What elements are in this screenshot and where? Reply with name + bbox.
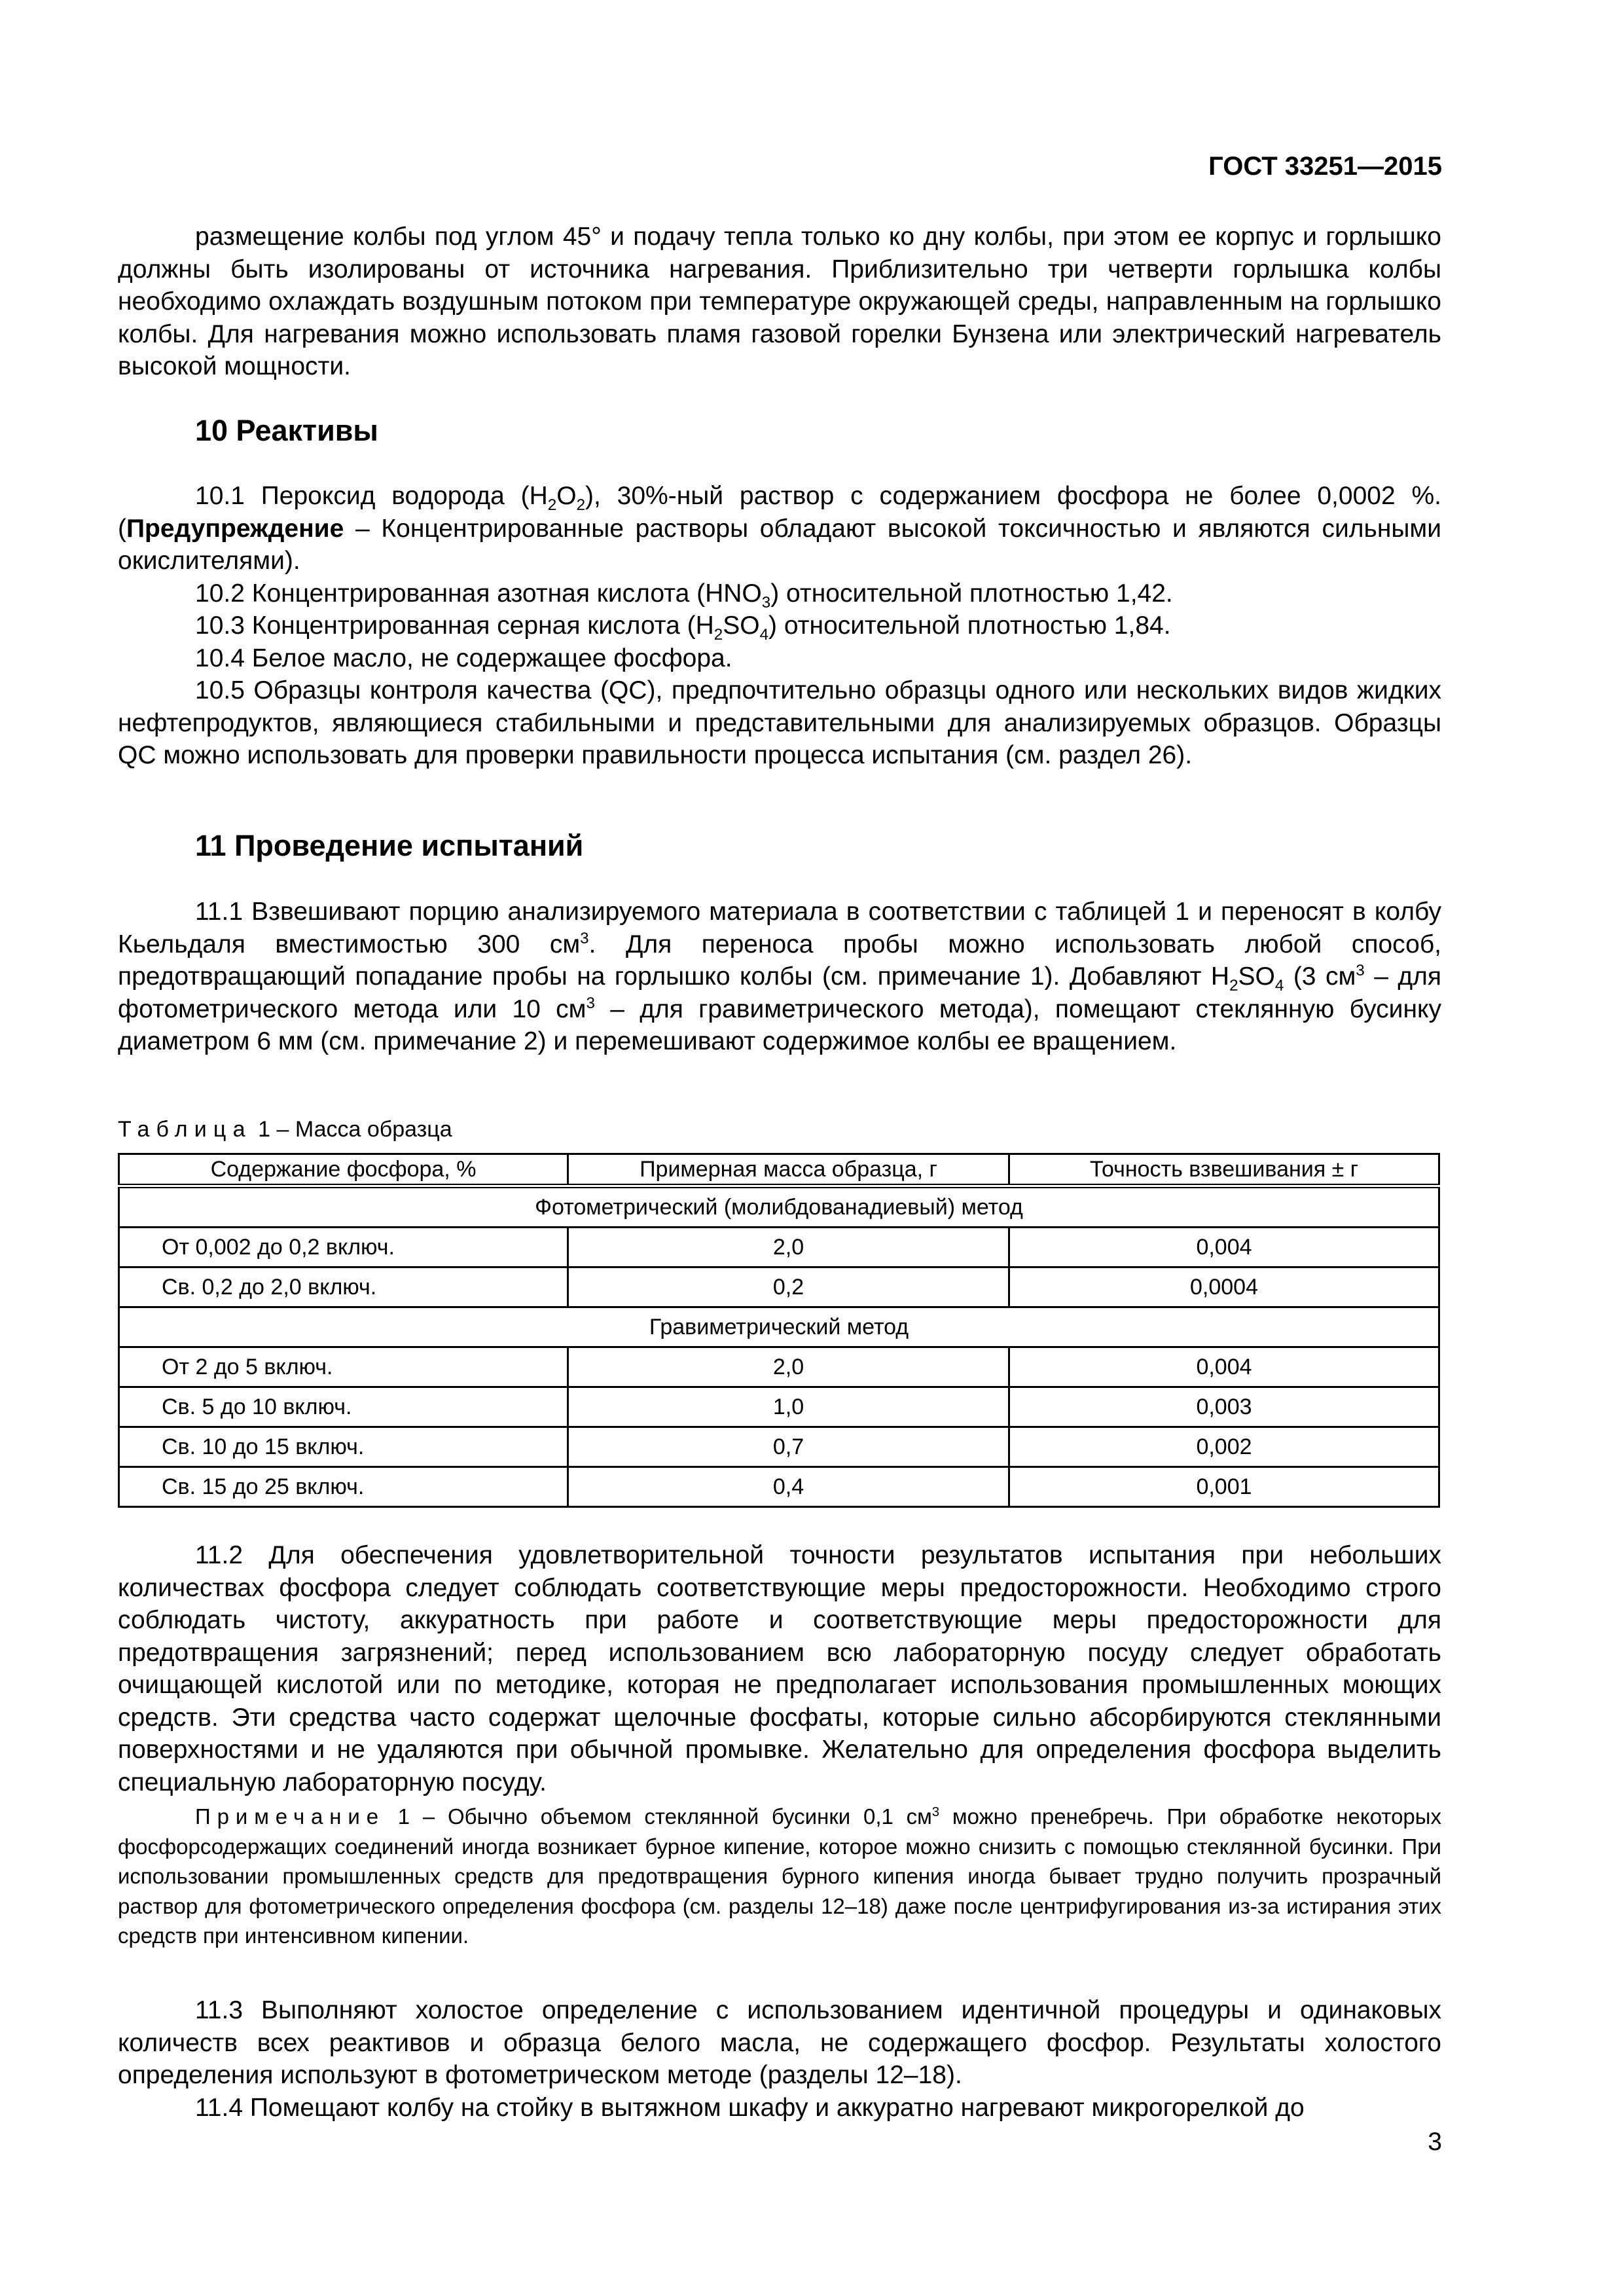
text-run: O: [556, 482, 577, 510]
paragraph: [118, 674, 1441, 772]
subscript: 2: [1229, 976, 1238, 994]
table-cell: Св. 15 до 25 включ.: [119, 1467, 568, 1507]
text-run: SO: [1238, 962, 1275, 991]
column-header: Точность взвешивания ± г: [1009, 1154, 1439, 1186]
paragraph: [118, 1539, 1441, 1798]
table-caption: [118, 1117, 452, 1142]
text-run: – для фотометрического метода или 10 см: [118, 962, 1441, 1023]
paragraph: [118, 480, 1441, 577]
subscript: 2: [713, 625, 723, 644]
table-row: [119, 1228, 1439, 1267]
note-label: Примечание: [195, 1804, 386, 1829]
paragraphs-11-3-11-4: [118, 1994, 1441, 2124]
table-cell: 0,004: [1009, 1347, 1439, 1387]
subscript: 3: [761, 593, 771, 611]
text-run: – для гравиметрического метода), помещают стеклянную бусинку диаметром 6 мм (см. примечание 2) и перемешивают содержимое колбы ее вращением.: [118, 994, 1442, 1055]
paragraph: [118, 577, 1441, 610]
text-run: можно пренебречь. При обработке некоторых фосфорсодержащих соединений иногда возникает бурное кипение, которое можно снизить с помощью стеклянной бусинки. При использовании промышленных средств для предотвращения бурного кипения иногда бывает трудно получить прозрачный раствор для фотометрического определения фосфора (см. разделы 12–18) даже после центрифугирования из-за истирания этих средств при интенсивном кипении.: [118, 1804, 1442, 1948]
table-row: [119, 1347, 1439, 1387]
column-header: Содержание фосфора, %: [119, 1154, 568, 1186]
text-run: (3 см: [1284, 962, 1356, 991]
method-group-title: Фотометрический (молибдованадиевый) метод: [119, 1186, 1439, 1228]
bold-text: Предупреждение: [126, 514, 344, 543]
note-1: [118, 1802, 1441, 1951]
text-run: SO: [723, 611, 760, 640]
section-11-heading: 11 Проведение испытаний: [195, 829, 584, 862]
text-run: – Концентрированные растворы обладают высокой токсичностью и являются сильными окислителями).: [118, 514, 1441, 575]
table-header-row: [119, 1154, 1439, 1186]
text-run: 11.1 Взвешивают порцию анализируемого материала в соответствии с таблицей 1 и переносят в колбу Кьельдаля вместимостью 300 см: [118, 898, 1441, 958]
table-cell: 0,004: [1009, 1228, 1439, 1267]
text-run: 10.1 Пероксид водорода (H: [195, 482, 548, 510]
paragraph-11-2: [118, 1539, 1441, 1798]
text-run: ) относительной плотностью 1,42.: [770, 579, 1173, 608]
paragraph: [118, 1802, 1441, 1951]
paragraph: [118, 642, 1441, 675]
section-10-paragraphs: [118, 480, 1441, 772]
text-run: 11.2 Для обеспечения удовлетворительной точности результатов испытания при небольших количествах фосфора следует соблюдать соответствующие меры предосторожности. Необходимо строго соблюдать чистоту, аккуратность при работе и соответствующие меры предосторожности для предотвращения загрязнений; перед использованием всю лабораторную посуду следует обработать очищающей кислотой или по методике, которая не предполагает использования промышленных моющих средств. Эти средства часто содержат щелочные фосфаты, которые сильно абсорбируются стеклянными поверхностями и не удаляются при обычной промывке. Желательно для определения фосфора выделить специальную лабораторную посуду.: [118, 1541, 1441, 1796]
table-cell: Св. 10 до 15 включ.: [119, 1427, 568, 1467]
table-row: [119, 1467, 1439, 1507]
table-cell: 1,0: [568, 1387, 1009, 1427]
table-caption-title: 1 – Масса образца: [251, 1117, 452, 1142]
table-row: [119, 1387, 1439, 1427]
text-run: 1 – Обычно объемом стеклянной бусинки 0,1 см: [385, 1804, 932, 1829]
section-10-heading: 10 Реактивы: [195, 414, 378, 447]
text-run: 10.3 Концентрированная серная кислота (H: [195, 611, 714, 640]
subscript: 4: [1274, 976, 1284, 994]
sample-mass-table: [118, 1153, 1440, 1508]
paragraph: [118, 221, 1441, 383]
table-cell: 0,001: [1009, 1467, 1439, 1507]
text-run: . Для переноса пробы можно использовать любой способ, предотвращающий попадание пробы на горлышко колбы (см. примечание 1). Добавляют H: [118, 930, 1441, 991]
paragraph: [118, 610, 1441, 642]
text-run: 11.3 Выполняют холостое определение с использованием идентичной процедуры и одинаковых количеств всех реактивов и образца белого масла, не содержащего фосфор. Результаты холостого определения используют в фотометрическом методе (разделы 12–18).: [118, 1996, 1441, 2089]
page-number: 3: [1428, 2128, 1442, 2156]
text-run: 10.5 Образцы контроля качества (QC), предпочтительно образцы одного или нескольких видов жидких нефтепродуктов, являющиеся стабильными и представительными для анализируемых образцов. Образцы QC можно использовать для проверки правильности процесса испытания (см. раздел 26).: [118, 676, 1441, 769]
intro-paragraph: [118, 221, 1441, 383]
table-cell: 0,7: [568, 1427, 1009, 1467]
text-run: 11.4 Помещают колбу на стойку в вытяжном шкафу и аккуратно нагревают микрогорелкой до: [195, 2093, 1305, 2122]
table-cell: Св. 5 до 10 включ.: [119, 1387, 568, 1427]
table-row: [119, 1267, 1439, 1307]
table-cell: 0,003: [1009, 1387, 1439, 1427]
subscript: 4: [759, 625, 769, 644]
method-group-title: Гравиметрический метод: [119, 1307, 1439, 1347]
table-cell: От 2 до 5 включ.: [119, 1347, 568, 1387]
column-header: Примерная масса образца, г: [568, 1154, 1009, 1186]
text-run: ), 30%-ный раствор с содержанием фосфора не более 0,0002 %. (: [118, 482, 1441, 543]
superscript: 3: [931, 1804, 940, 1819]
table-cell: 0,002: [1009, 1427, 1439, 1467]
paragraph: [118, 1994, 1441, 2092]
table-group-row: [119, 1307, 1439, 1347]
table-cell: 2,0: [568, 1228, 1009, 1267]
superscript: 3: [580, 929, 589, 947]
table-cell: От 0,002 до 0,2 включ.: [119, 1228, 568, 1267]
paragraph: [118, 2092, 1441, 2124]
table-cell: 0,2: [568, 1267, 1009, 1307]
text-run: 10.2 Концентрированная азотная кислота (HNO: [195, 579, 762, 608]
table-cell: Св. 0,2 до 2,0 включ.: [119, 1267, 568, 1307]
table-row: [119, 1427, 1439, 1467]
text-run: ) относительной плотностью 1,84.: [768, 611, 1171, 640]
subscript: 2: [547, 496, 557, 514]
table-cell: 0,4: [568, 1467, 1009, 1507]
superscript: 3: [1356, 962, 1365, 979]
superscript: 3: [586, 994, 595, 1012]
text-run: размещение колбы под углом 45° и подачу тепла только ко дну колбы, при этом ее корпус и горлышко должны быть изолированы от источника нагревания. Приблизительно три четверти горлышка колбы необходимо охлаждать воздушным потоком при температуре окружающей среды, направленным на горлышко колбы. Для нагревания можно использовать пламя газовой горелки Бунзена или электрический нагреватель высокой мощности.: [118, 223, 1441, 380]
table-group-row: [119, 1186, 1439, 1228]
paragraph: [118, 896, 1441, 1058]
subscript: 2: [576, 496, 586, 514]
paragraph-11-1: [118, 896, 1441, 1058]
document-number-header: ГОСТ 33251—2015: [1208, 152, 1442, 181]
table-caption-prefix: Таблица: [118, 1117, 252, 1142]
table-cell: 0,0004: [1009, 1267, 1439, 1307]
table-cell: 2,0: [568, 1347, 1009, 1387]
text-run: 10.4 Белое масло, не содержащее фосфора.: [195, 644, 732, 672]
